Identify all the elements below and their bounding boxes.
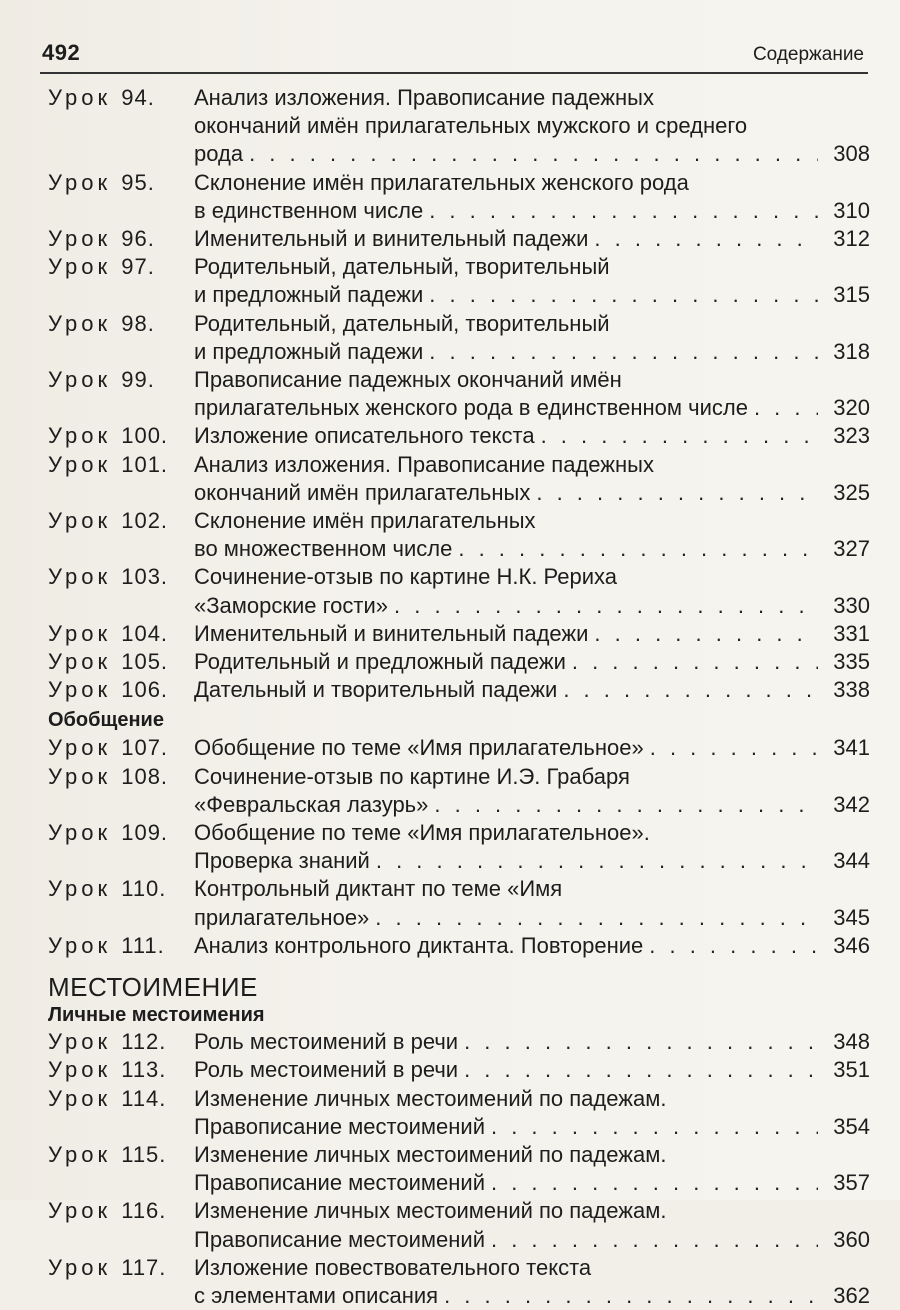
- lesson-number: 96.: [121, 226, 155, 252]
- page-ref: 360: [833, 1226, 870, 1252]
- lesson-title: Дательный и творительный падежи: [194, 677, 558, 703]
- lesson-label: [48, 507, 194, 535]
- lesson-word: Урок: [48, 1141, 112, 1167]
- lesson-number: 117.: [121, 1254, 167, 1280]
- toc-entry: [48, 507, 870, 563]
- toc-entry: [48, 310, 870, 366]
- toc-entry: [48, 84, 870, 169]
- toc-entry-line: [48, 422, 870, 450]
- lesson-number: 100.: [121, 423, 169, 449]
- lesson-title: Правописание местоимений: [194, 1170, 485, 1196]
- dot-leader: [375, 904, 818, 932]
- toc-entry-line: [48, 1028, 870, 1056]
- toc-entry-line: [48, 169, 870, 197]
- page-ref: 344: [833, 848, 870, 874]
- dot-leader: [429, 281, 818, 309]
- toc-entry: [48, 1254, 870, 1310]
- toc-entry-line: [48, 1113, 870, 1141]
- toc-entry-line: [48, 197, 870, 225]
- lesson-title: Родительный, дательный, творительный: [194, 310, 610, 336]
- lesson-number: 97.: [121, 254, 155, 280]
- lesson-number: 102.: [121, 508, 169, 534]
- dot-leader: [536, 479, 818, 507]
- toc-entry: [48, 253, 870, 309]
- lesson-label: [48, 422, 194, 450]
- lesson-title: Изменение личных местоимений по падежам.: [194, 1141, 667, 1167]
- lesson-word: Урок: [48, 1254, 112, 1280]
- page-ref: 348: [833, 1029, 870, 1055]
- lesson-number: 106.: [121, 677, 169, 703]
- page-ref: 362: [833, 1282, 870, 1308]
- lesson-label: [48, 366, 194, 394]
- lesson-word: Урок: [48, 677, 112, 703]
- toc-entry: [48, 563, 870, 619]
- lesson-title: Проверка знаний: [194, 848, 370, 874]
- page-ref: 308: [833, 141, 870, 167]
- lesson-number: 108.: [121, 763, 169, 789]
- toc-entry-line: [48, 819, 870, 847]
- lesson-label: [48, 648, 194, 676]
- page-header: [40, 38, 868, 74]
- page-ref: 341: [833, 735, 870, 761]
- lesson-title: с элементами описания: [194, 1282, 439, 1308]
- lesson-title: Именительный и винительный падежи: [194, 620, 589, 646]
- page-ref: 331: [833, 620, 870, 646]
- toc-entry-line: [48, 734, 870, 762]
- group-heading: Обобщение: [48, 709, 164, 732]
- lesson-number: 107.: [121, 735, 169, 761]
- lesson-title: Склонение имён прилагательных: [194, 508, 536, 534]
- lesson-title: Изменение личных местоимений по падежам.: [194, 1198, 667, 1224]
- lesson-title: окончаний имён прилагательных: [194, 479, 531, 505]
- lesson-number: 116.: [121, 1198, 167, 1224]
- lesson-title: Родительный, дательный, творительный: [194, 254, 610, 280]
- page-ref: 335: [833, 649, 870, 675]
- page-ref: 312: [833, 226, 870, 252]
- lesson-title: Изложение повествовательного текста: [194, 1254, 592, 1280]
- toc-entry-line: [48, 84, 870, 112]
- lesson-word: Урок: [48, 254, 112, 280]
- dot-leader: [563, 676, 818, 704]
- lesson-title: прилагательных женского рода в единственном числе: [194, 395, 748, 421]
- lesson-label: [48, 1141, 194, 1169]
- toc-entry: [48, 620, 870, 648]
- toc-entry-line: [48, 253, 870, 281]
- lesson-word: Урок: [48, 1198, 112, 1224]
- dot-leader: [429, 197, 818, 225]
- lesson-word: Урок: [48, 649, 112, 675]
- toc-entry-line: [48, 904, 870, 932]
- toc-entry-line: [48, 875, 870, 903]
- lesson-label: [48, 225, 194, 253]
- toc-entry: [48, 1085, 870, 1141]
- lesson-label: [48, 84, 194, 112]
- toc-entry: [48, 1141, 870, 1197]
- toc-entry-line: [48, 1141, 870, 1169]
- lesson-word: Урок: [48, 564, 112, 590]
- lesson-number: 94.: [121, 85, 155, 110]
- dot-leader: [572, 648, 818, 676]
- dot-leader: [754, 394, 818, 422]
- lesson-title: Правописание местоимений: [194, 1113, 485, 1139]
- lesson-title: Родительный и предложный падежи: [194, 649, 566, 675]
- lesson-number: 110.: [121, 876, 167, 902]
- lesson-number: 112.: [121, 1029, 167, 1055]
- toc-entry-line: [48, 763, 870, 791]
- lesson-word: Урок: [48, 1029, 112, 1055]
- toc-entry: [48, 676, 870, 704]
- dot-leader: [249, 140, 818, 168]
- lesson-label: [48, 1085, 194, 1113]
- page-ref: 346: [833, 932, 870, 958]
- lesson-number: 103.: [121, 564, 169, 590]
- toc-entry-line: [48, 1226, 870, 1254]
- lesson-label: [48, 1254, 194, 1282]
- toc-entry: [48, 1197, 870, 1253]
- lesson-number: 99.: [121, 367, 155, 393]
- toc-entry: [48, 734, 870, 762]
- toc-entry-line: [48, 225, 870, 253]
- toc-entry-line: [48, 563, 870, 591]
- lesson-word: Урок: [48, 85, 112, 110]
- dot-leader: [491, 1169, 818, 1197]
- toc-entry-line: [48, 451, 870, 479]
- lesson-word: Урок: [48, 735, 112, 761]
- page-ref: 318: [833, 338, 870, 364]
- dot-leader: [594, 225, 818, 253]
- toc-entry: [48, 169, 870, 225]
- lesson-label: [48, 932, 194, 960]
- toc-entry-line: [48, 1169, 870, 1197]
- toc-entry-line: [48, 281, 870, 309]
- page-ref: 323: [833, 423, 870, 449]
- section-subheading: Личные местоимения: [48, 1004, 265, 1027]
- dot-leader: [541, 422, 818, 450]
- toc-entry-line: [48, 1197, 870, 1225]
- toc-entry-line: [48, 932, 870, 960]
- toc-entry-line: [48, 310, 870, 338]
- page-ref: 338: [833, 677, 870, 703]
- lesson-number: 98.: [121, 310, 155, 336]
- lesson-number: 105.: [121, 649, 169, 675]
- toc-entry-line: [48, 592, 870, 620]
- lesson-word: Урок: [48, 226, 112, 252]
- lesson-title: и предложный падежи: [194, 338, 424, 364]
- dot-leader: [434, 791, 818, 819]
- toc-entry: [48, 451, 870, 507]
- lesson-number: 95.: [121, 169, 155, 195]
- lesson-word: Урок: [48, 367, 112, 393]
- lesson-title: Сочинение-отзыв по картине И.Э. Грабаря: [194, 763, 630, 789]
- lesson-title: «Февральская лазурь»: [194, 791, 429, 817]
- page-ref: 325: [833, 479, 870, 505]
- lesson-label: [48, 620, 194, 648]
- page-ref: 315: [833, 282, 870, 308]
- lesson-title: рода: [194, 141, 244, 167]
- page-ref: 351: [833, 1057, 870, 1083]
- toc-entry: [48, 875, 870, 931]
- lesson-title: во множественном числе: [194, 536, 453, 562]
- lesson-label: [48, 1028, 194, 1056]
- lesson-word: Урок: [48, 451, 112, 477]
- running-head: Содержание: [752, 44, 864, 65]
- dot-leader: [444, 1282, 818, 1310]
- table-of-contents: [48, 84, 870, 1310]
- lesson-label: [48, 563, 194, 591]
- lesson-label: [48, 734, 194, 762]
- lesson-word: Урок: [48, 763, 112, 789]
- lesson-title: «Заморские гости»: [194, 592, 388, 618]
- lesson-label: [48, 875, 194, 903]
- lesson-label: [48, 763, 194, 791]
- toc-entry-line: [48, 338, 870, 366]
- lesson-label: [48, 1197, 194, 1225]
- page-ref: 327: [833, 536, 870, 562]
- toc-entry: [48, 932, 870, 960]
- lesson-title: Анализ изложения. Правописание падежных: [194, 451, 654, 477]
- lesson-number: 113.: [121, 1057, 167, 1083]
- lesson-title: Анализ контрольного диктанта. Повторение: [194, 932, 644, 958]
- lesson-label: [48, 819, 194, 847]
- dot-leader: [458, 535, 818, 563]
- dot-leader: [464, 1028, 818, 1056]
- toc-entry: [48, 648, 870, 676]
- lesson-title: Обобщение по теме «Имя прилагательное».: [194, 820, 650, 846]
- toc-entry-line: [48, 648, 870, 676]
- toc-entry-line: [48, 676, 870, 704]
- lesson-word: Урок: [48, 932, 112, 958]
- lesson-word: Урок: [48, 423, 112, 449]
- dot-leader: [394, 592, 818, 620]
- lesson-title: Правописание падежных окончаний имён: [194, 367, 622, 393]
- toc-entry-line: [48, 1282, 870, 1310]
- toc-entry: [48, 819, 870, 875]
- lesson-label: [48, 169, 194, 197]
- lesson-title: окончаний имён прилагательных мужского и среднего: [194, 113, 748, 139]
- toc-entry: [48, 1056, 870, 1084]
- lesson-number: 115.: [121, 1141, 167, 1167]
- toc-entry-line: [48, 479, 870, 507]
- lesson-label: [48, 1056, 194, 1084]
- toc-entry-line: [48, 620, 870, 648]
- lesson-label: [48, 451, 194, 479]
- page-ref: 354: [833, 1113, 870, 1139]
- lesson-number: 109.: [121, 820, 169, 846]
- lesson-number: 104.: [121, 620, 169, 646]
- lesson-word: Урок: [48, 876, 112, 902]
- lesson-title: и предложный падежи: [194, 282, 424, 308]
- page-ref: 345: [833, 904, 870, 930]
- toc-entry-line: [48, 535, 870, 563]
- toc-entry-line: [48, 394, 870, 422]
- toc-entry-line: [48, 791, 870, 819]
- page-ref: 342: [833, 791, 870, 817]
- section-title: МЕСТОИМЕНИЕ: [48, 972, 258, 1003]
- lesson-title: Анализ изложения. Правописание падежных: [194, 85, 654, 110]
- lesson-title: Роль местоимений в речи: [194, 1057, 459, 1083]
- lesson-label: [48, 253, 194, 281]
- lesson-word: Урок: [48, 1085, 112, 1111]
- dot-leader: [491, 1113, 818, 1141]
- lesson-title: Роль местоимений в речи: [194, 1029, 459, 1055]
- page-ref: 330: [833, 592, 870, 618]
- page-number: 492: [42, 40, 81, 65]
- dot-leader: [649, 932, 818, 960]
- lesson-title: Сочинение-отзыв по картине Н.К. Рериха: [194, 564, 618, 590]
- toc-entry: [48, 763, 870, 819]
- page-ref: 310: [833, 197, 870, 223]
- toc-entry: [48, 225, 870, 253]
- lesson-label: [48, 310, 194, 338]
- lesson-title: Правописание местоимений: [194, 1226, 485, 1252]
- toc-entry-line: [48, 112, 870, 140]
- lesson-word: Урок: [48, 820, 112, 846]
- dot-leader: [429, 338, 818, 366]
- lesson-word: Урок: [48, 508, 112, 534]
- lesson-title: прилагательное»: [194, 904, 370, 930]
- lesson-number: 111.: [121, 932, 165, 958]
- toc-entry: [48, 1028, 870, 1056]
- toc-entry-line: [48, 140, 870, 168]
- toc-entry-line: [48, 1085, 870, 1113]
- lesson-title: Изложение описательного текста: [194, 423, 535, 449]
- dot-leader: [594, 620, 818, 648]
- lesson-title: в единственном числе: [194, 197, 424, 223]
- lesson-title: Обобщение по теме «Имя прилагательное»: [194, 735, 644, 761]
- page-ref: 320: [833, 395, 870, 421]
- dot-leader: [464, 1056, 818, 1084]
- lesson-title: Склонение имён прилагательных женского рода: [194, 169, 689, 195]
- lesson-title: Именительный и винительный падежи: [194, 226, 589, 252]
- lesson-word: Урок: [48, 169, 112, 195]
- lesson-label: [48, 676, 194, 704]
- lesson-number: 114.: [121, 1085, 167, 1111]
- dot-leader: [491, 1226, 818, 1254]
- toc-entry-line: [48, 366, 870, 394]
- lesson-title: Изменение личных местоимений по падежам.: [194, 1085, 667, 1111]
- lesson-number: 101.: [121, 451, 169, 477]
- toc-entry: [48, 422, 870, 450]
- toc-entry-line: [48, 847, 870, 875]
- lesson-word: Урок: [48, 620, 112, 646]
- lesson-title: Контрольный диктант по теме «Имя: [194, 876, 563, 902]
- lesson-word: Урок: [48, 1057, 112, 1083]
- toc-entry-line: [48, 1056, 870, 1084]
- toc-entry: [48, 366, 870, 422]
- toc-entry-line: [48, 1254, 870, 1282]
- lesson-word: Урок: [48, 310, 112, 336]
- toc-entry-line: [48, 507, 870, 535]
- dot-leader: [650, 734, 818, 762]
- page-ref: 357: [833, 1170, 870, 1196]
- dot-leader: [376, 847, 818, 875]
